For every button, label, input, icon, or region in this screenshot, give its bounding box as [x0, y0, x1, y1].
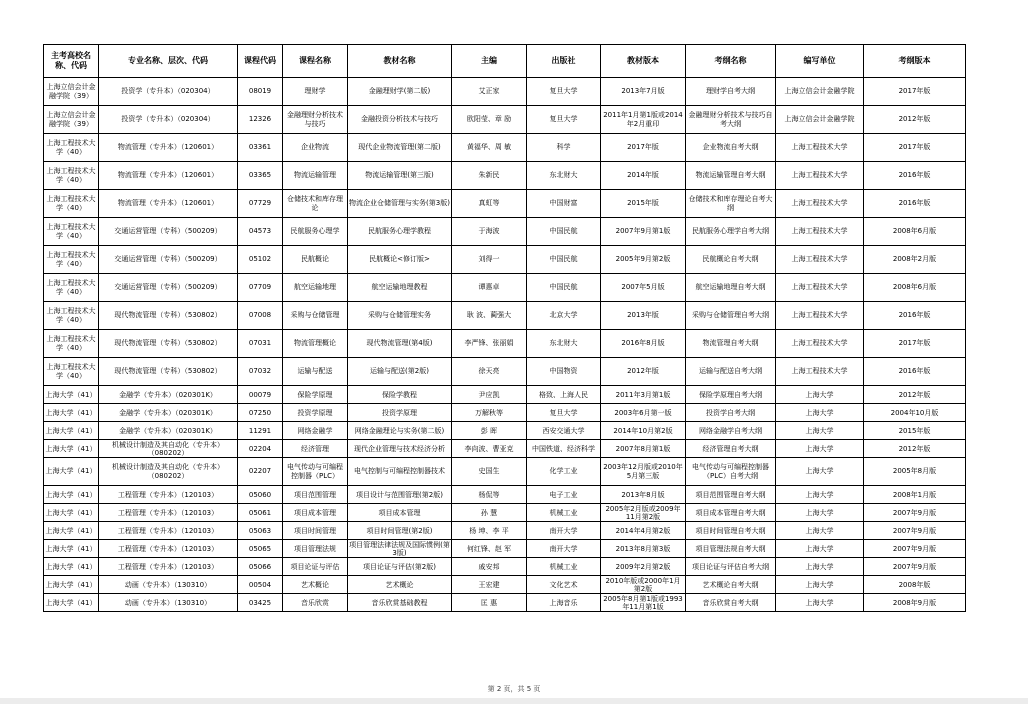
- table-cell: 07709: [238, 274, 283, 302]
- table-cell: 上海工程技术大学（40）: [44, 330, 99, 358]
- table-cell: 机械工业: [527, 504, 601, 522]
- table-cell: 2008年1月版: [864, 486, 966, 504]
- table-cell: 物流运输管理(第三版): [348, 162, 452, 190]
- table-cell: 孙 慧: [452, 504, 527, 522]
- table-cell: 投资学（专升本）（020304）: [99, 78, 238, 106]
- table-cell: 理财学自考大纲: [686, 78, 776, 106]
- table-cell: 上海大学: [776, 540, 864, 558]
- table-row: [44, 440, 966, 458]
- table-cell: 2008年6月版: [864, 274, 966, 302]
- table-cell: 投资学（专升本）（020304）: [99, 106, 238, 134]
- table-cell: 格致、上海人民: [527, 386, 601, 404]
- table-cell: 2017年版: [601, 134, 686, 162]
- table-cell: 03361: [238, 134, 283, 162]
- table-cell: 02207: [238, 458, 283, 486]
- column-header: 课程代码: [238, 45, 283, 78]
- table-header: [44, 45, 966, 78]
- table-cell: 2005年8月第1版或1993年11月第1版: [601, 594, 686, 612]
- table-cell: 2005年8月版: [864, 458, 966, 486]
- table-cell: 04573: [238, 218, 283, 246]
- table-cell: 上海工程技术大学（40）: [44, 218, 99, 246]
- table-cell: 2007年9月第1版: [601, 218, 686, 246]
- table-cell: 2008年6月版: [864, 218, 966, 246]
- table-cell: 上海大学（41）: [44, 522, 99, 540]
- table-cell: 工程管理（专升本）（120103）: [99, 504, 238, 522]
- table-cell: 金融投资分析技术与技巧: [348, 106, 452, 134]
- table-cell: 上海立信会计金融学院: [776, 106, 864, 134]
- table-cell: 西安交通大学: [527, 422, 601, 440]
- table-cell: 耿 波、蔺强大: [452, 302, 527, 330]
- table-cell: 项目成本管理: [348, 504, 452, 522]
- table-cell: 采购与仓储管理自考大纲: [686, 302, 776, 330]
- table-cell: 11291: [238, 422, 283, 440]
- table-cell: 交通运营管理（专科）（500209）: [99, 218, 238, 246]
- table-cell: 上海大学: [776, 486, 864, 504]
- table-cell: 00079: [238, 386, 283, 404]
- table-cell: 上海大学（41）: [44, 458, 99, 486]
- table-cell: 交通运营管理（专科）（500209）: [99, 246, 238, 274]
- table-cell: 民航概论: [283, 246, 348, 274]
- table-cell: 史国生: [452, 458, 527, 486]
- table-cell: 07032: [238, 358, 283, 386]
- table-cell: 化学工业: [527, 458, 601, 486]
- table-cell: 05063: [238, 522, 283, 540]
- table-cell: 网络金融学: [283, 422, 348, 440]
- table-cell: 上海工程技术大学: [776, 246, 864, 274]
- column-header: 出版社: [527, 45, 601, 78]
- table-cell: 上海大学（41）: [44, 486, 99, 504]
- table-cell: 金融学（专升本）（020301K）: [99, 386, 238, 404]
- table-cell: 2007年9月版: [864, 522, 966, 540]
- table-row: [44, 504, 966, 522]
- table-cell: 民航服务心理学教程: [348, 218, 452, 246]
- table-cell: 2007年9月版: [864, 540, 966, 558]
- table-cell: 上海大学（41）: [44, 404, 99, 422]
- table-cell: 欧阳莹、章 励: [452, 106, 527, 134]
- table-cell: 经济管理自考大纲: [686, 440, 776, 458]
- table-cell: 徐天亮: [452, 358, 527, 386]
- table-cell: 08019: [238, 78, 283, 106]
- page-number: 第 2 页，共 5 页: [487, 685, 541, 693]
- table-cell: 南开大学: [527, 540, 601, 558]
- table-cell: 2016年版: [864, 190, 966, 218]
- column-header: 专业名称、层次、代码: [99, 45, 238, 78]
- table-body: [44, 78, 966, 612]
- table-cell: 12326: [238, 106, 283, 134]
- column-header: 课程名称: [283, 45, 348, 78]
- table-cell: 上海工程技术大学: [776, 330, 864, 358]
- table-cell: 项目成本管理: [283, 504, 348, 522]
- table-cell: 运输与配送自考大纲: [686, 358, 776, 386]
- table-cell: 2010年版或2000年1月第2版: [601, 576, 686, 594]
- table-cell: 民航概论<修订版>: [348, 246, 452, 274]
- table-cell: 2017年版: [864, 78, 966, 106]
- table-cell: 00504: [238, 576, 283, 594]
- table-cell: 2005年9月第2版: [601, 246, 686, 274]
- table-cell: 上海立信会计金融学院: [776, 78, 864, 106]
- table-cell: 项目成本管理自考大纲: [686, 504, 776, 522]
- table-cell: 尹应凯: [452, 386, 527, 404]
- table-cell: 上海工程技术大学（40）: [44, 162, 99, 190]
- table-cell: 2017年版: [864, 330, 966, 358]
- table-cell: 航空运输地理教程: [348, 274, 452, 302]
- table-cell: 05065: [238, 540, 283, 558]
- table-cell: 上海大学（41）: [44, 504, 99, 522]
- table-cell: 2016年8月版: [601, 330, 686, 358]
- table-cell: 2011年1月第1版或2014年2月重印: [601, 106, 686, 134]
- table-cell: 2007年5月版: [601, 274, 686, 302]
- table-cell: 2016年版: [864, 162, 966, 190]
- table-cell: 经济管理: [283, 440, 348, 458]
- column-header: 教材名称: [348, 45, 452, 78]
- table-row: [44, 134, 966, 162]
- table-row: [44, 106, 966, 134]
- table-cell: 网络金融理论与实务(第二版): [348, 422, 452, 440]
- table-row: [44, 422, 966, 440]
- table-cell: 2015年版: [601, 190, 686, 218]
- table-cell: 朱新民: [452, 162, 527, 190]
- table-row: [44, 246, 966, 274]
- table-cell: 07729: [238, 190, 283, 218]
- table-row: [44, 558, 966, 576]
- table-cell: 2013年版: [601, 302, 686, 330]
- table-cell: 中国民航: [527, 218, 601, 246]
- table-cell: 中国财富: [527, 190, 601, 218]
- table-cell: 上海工程技术大学: [776, 162, 864, 190]
- table-cell: 航空运输地理自考大纲: [686, 274, 776, 302]
- table-cell: 2007年9月版: [864, 558, 966, 576]
- table-cell: 2007年9月版: [864, 504, 966, 522]
- table-cell: 上海工程技术大学（40）: [44, 246, 99, 274]
- column-header: 考纲版本: [864, 45, 966, 78]
- table-cell: 现代企业物流管理(第二版): [348, 134, 452, 162]
- table-row: [44, 274, 966, 302]
- table-cell: 音乐欣赏: [283, 594, 348, 612]
- table-cell: 投资学原理: [283, 404, 348, 422]
- table-cell: 05061: [238, 504, 283, 522]
- table-cell: 金融理财学(第二版): [348, 78, 452, 106]
- header-row: [44, 45, 966, 78]
- table-cell: 投资学自考大纲: [686, 404, 776, 422]
- table-cell: 2017年版: [864, 134, 966, 162]
- table-cell: 理财学: [283, 78, 348, 106]
- table-cell: 2011年3月第1版: [601, 386, 686, 404]
- table-cell: 复旦大学: [527, 106, 601, 134]
- table-cell: 金融理财分析技术与技巧自考大纲: [686, 106, 776, 134]
- table-cell: 电气传动与可编程控制器（PLC）: [283, 458, 348, 486]
- table-cell: 上海工程技术大学: [776, 134, 864, 162]
- table-cell: 2003年12月版或2010年5月第三版: [601, 458, 686, 486]
- table-cell: 中国铁道、经济科学: [527, 440, 601, 458]
- table-cell: 上海音乐: [527, 594, 601, 612]
- table-cell: 上海大学: [776, 458, 864, 486]
- table-row: [44, 486, 966, 504]
- table-cell: 项目论证与评估: [283, 558, 348, 576]
- table-row: [44, 190, 966, 218]
- table-cell: 2008年2月版: [864, 246, 966, 274]
- table-cell: 03365: [238, 162, 283, 190]
- table-cell: 动画（专升本）（130310）: [99, 576, 238, 594]
- table-cell: 物流运输管理: [283, 162, 348, 190]
- course-table: [43, 44, 966, 612]
- table-cell: 仓储技术和库存理论自考大纲: [686, 190, 776, 218]
- table-cell: 艺术概论自考大纲: [686, 576, 776, 594]
- table-cell: 物流企业仓储管理与实务(第3版): [348, 190, 452, 218]
- table-cell: 2016年版: [864, 302, 966, 330]
- table-cell: 项目论证与评估自考大纲: [686, 558, 776, 576]
- table-cell: 动画（专升本）（130310）: [99, 594, 238, 612]
- table-cell: 上海大学（41）: [44, 540, 99, 558]
- table-row: [44, 540, 966, 558]
- table-cell: 上海大学: [776, 522, 864, 540]
- table-cell: 现代物流管理(第4版): [348, 330, 452, 358]
- table-cell: 上海大学（41）: [44, 386, 99, 404]
- table-cell: 05066: [238, 558, 283, 576]
- table-cell: 2012年版: [864, 440, 966, 458]
- table-cell: 民航服务心理学: [283, 218, 348, 246]
- table-cell: 企业物流自考大纲: [686, 134, 776, 162]
- table-cell: 刘得一: [452, 246, 527, 274]
- table-cell: 航空运输地理: [283, 274, 348, 302]
- table-cell: 物流管理（专升本）（120601）: [99, 162, 238, 190]
- table-cell: 东北财大: [527, 162, 601, 190]
- table-cell: 何红锋、赵 军: [452, 540, 527, 558]
- table-cell: 工程管理（专升本）（120103）: [99, 522, 238, 540]
- table-cell: 网络金融学自考大纲: [686, 422, 776, 440]
- table-cell: 上海工程技术大学: [776, 218, 864, 246]
- table-cell: 金融学（专升本）（020301K）: [99, 404, 238, 422]
- table-cell: 2008年版: [864, 576, 966, 594]
- table-row: [44, 594, 966, 612]
- table-row: [44, 78, 966, 106]
- table-cell: 上海大学（41）: [44, 576, 99, 594]
- table-cell: 上海立信会计金融学院（39）: [44, 78, 99, 106]
- table-cell: 彭 晖: [452, 422, 527, 440]
- table-cell: 项目时间管理自考大纲: [686, 522, 776, 540]
- table-cell: 物流管理（专升本）（120601）: [99, 190, 238, 218]
- table-cell: 采购与仓储管理实务: [348, 302, 452, 330]
- table-cell: 现代物流管理（专科）（530802）: [99, 302, 238, 330]
- table-cell: 电气传动与可编程控制器（PLC）自考大纲: [686, 458, 776, 486]
- table-cell: 李向波、曹亚克: [452, 440, 527, 458]
- table-cell: 匡 惠: [452, 594, 527, 612]
- table-cell: 上海大学: [776, 440, 864, 458]
- table-cell: 上海大学: [776, 558, 864, 576]
- table-cell: 2014年4月第2版: [601, 522, 686, 540]
- table-cell: 杨侃等: [452, 486, 527, 504]
- table-cell: 科学: [527, 134, 601, 162]
- table-cell: 运输与配送: [283, 358, 348, 386]
- table-row: [44, 522, 966, 540]
- table-row: [44, 302, 966, 330]
- table-cell: 项目时间管理(第2版): [348, 522, 452, 540]
- table-cell: 上海工程技术大学（40）: [44, 190, 99, 218]
- table-cell: 2012年版: [601, 358, 686, 386]
- table-cell: 现代物流管理（专科）（530802）: [99, 358, 238, 386]
- table-cell: 项目管理法规: [283, 540, 348, 558]
- table-cell: 音乐欣赏自考大纲: [686, 594, 776, 612]
- table-cell: 上海工程技术大学: [776, 274, 864, 302]
- table-cell: 王宏建: [452, 576, 527, 594]
- table-cell: 李严锋、张丽娟: [452, 330, 527, 358]
- table-cell: 金融学（专升本）（020301K）: [99, 422, 238, 440]
- table-row: [44, 330, 966, 358]
- table-cell: 保险学教程: [348, 386, 452, 404]
- table-cell: 艺术概论: [348, 576, 452, 594]
- table-cell: 05060: [238, 486, 283, 504]
- table-cell: 2009年2月第2版: [601, 558, 686, 576]
- table-cell: 企业物流: [283, 134, 348, 162]
- table-cell: 金融理财分析技术与技巧: [283, 106, 348, 134]
- table-cell: 谭惠卓: [452, 274, 527, 302]
- table-cell: 上海工程技术大学（40）: [44, 302, 99, 330]
- table-cell: 音乐欣赏基础教程: [348, 594, 452, 612]
- table-cell: 戚安邦: [452, 558, 527, 576]
- table-cell: 真虹等: [452, 190, 527, 218]
- table-cell: 项目论证与评估(第2版): [348, 558, 452, 576]
- table-cell: 运输与配送(第2版): [348, 358, 452, 386]
- column-header: 主编: [452, 45, 527, 78]
- table-cell: 上海工程技术大学: [776, 190, 864, 218]
- table-cell: 2013年8月第3版: [601, 540, 686, 558]
- table-cell: 上海大学（41）: [44, 594, 99, 612]
- table-cell: 上海大学（41）: [44, 558, 99, 576]
- table-cell: 05102: [238, 246, 283, 274]
- table-cell: 中国物资: [527, 358, 601, 386]
- table-cell: 文化艺术: [527, 576, 601, 594]
- table-cell: 2013年8月版: [601, 486, 686, 504]
- table-cell: 机械设计制造及其自动化（专升本）（080202）: [99, 458, 238, 486]
- table-cell: 上海大学: [776, 422, 864, 440]
- table-cell: 上海大学（41）: [44, 440, 99, 458]
- table-cell: 项目设计与范围管理(第2版): [348, 486, 452, 504]
- table-cell: 上海大学: [776, 404, 864, 422]
- table-cell: 上海工程技术大学（40）: [44, 358, 99, 386]
- table-cell: 复旦大学: [527, 404, 601, 422]
- table-cell: 杨 坤、李 平: [452, 522, 527, 540]
- table-row: [44, 386, 966, 404]
- table-cell: 上海立信会计金融学院（39）: [44, 106, 99, 134]
- table-cell: 现代物流管理（专科）（530802）: [99, 330, 238, 358]
- table-cell: 2012年版: [864, 386, 966, 404]
- table-cell: 民航服务心理学自考大纲: [686, 218, 776, 246]
- table-cell: 黄福华、周 敏: [452, 134, 527, 162]
- table-cell: 2014年版: [601, 162, 686, 190]
- table-cell: 投资学原理: [348, 404, 452, 422]
- table-cell: 上海大学: [776, 504, 864, 522]
- table-cell: 东北财大: [527, 330, 601, 358]
- table-cell: 物流管理自考大纲: [686, 330, 776, 358]
- table-cell: 上海大学: [776, 386, 864, 404]
- table-cell: 万解秋等: [452, 404, 527, 422]
- table-cell: 2015年版: [864, 422, 966, 440]
- table-cell: 艾正家: [452, 78, 527, 106]
- table-cell: 艺术概论: [283, 576, 348, 594]
- table-row: [44, 404, 966, 422]
- table-row: [44, 358, 966, 386]
- table-cell: 机械工业: [527, 558, 601, 576]
- table-row: [44, 576, 966, 594]
- table-row: [44, 162, 966, 190]
- table-cell: 03425: [238, 594, 283, 612]
- table-cell: 中国民航: [527, 274, 601, 302]
- table-cell: 复旦大学: [527, 78, 601, 106]
- table-cell: 上海大学: [776, 594, 864, 612]
- table-row: [44, 218, 966, 246]
- table-cell: 物流运输管理自考大纲: [686, 162, 776, 190]
- table-cell: 项目范围管理: [283, 486, 348, 504]
- table-cell: 2014年10月第2版: [601, 422, 686, 440]
- table-cell: 2016年版: [864, 358, 966, 386]
- table-cell: 民航概论自考大纲: [686, 246, 776, 274]
- table-cell: 仓储技术和库存理论: [283, 190, 348, 218]
- table-cell: 上海工程技术大学: [776, 358, 864, 386]
- table-cell: 工程管理（专升本）（120103）: [99, 486, 238, 504]
- table-cell: 现代企业管理与技术经济分析: [348, 440, 452, 458]
- column-header: 主考高校名称、代码: [44, 45, 99, 78]
- table-cell: 2012年版: [864, 106, 966, 134]
- table-cell: 工程管理（专升本）（120103）: [99, 558, 238, 576]
- table-cell: 2007年8月第1版: [601, 440, 686, 458]
- column-header: 考纲名称: [686, 45, 776, 78]
- table-cell: 上海大学（41）: [44, 422, 99, 440]
- table-row: [44, 458, 966, 486]
- table-cell: 保险学原理: [283, 386, 348, 404]
- table-cell: 于海波: [452, 218, 527, 246]
- table-cell: 上海工程技术大学: [776, 302, 864, 330]
- table-cell: 2003年6月第一版: [601, 404, 686, 422]
- table-cell: 项目管理法规自考大纲: [686, 540, 776, 558]
- table-cell: 02204: [238, 440, 283, 458]
- table-cell: 2004年10月版: [864, 404, 966, 422]
- table-cell: 项目时间管理: [283, 522, 348, 540]
- table-cell: 电气控制与可编程控制器技术: [348, 458, 452, 486]
- table-cell: 物流管理概论: [283, 330, 348, 358]
- table-cell: 07250: [238, 404, 283, 422]
- table-cell: 机械设计制造及其自动化（专升本）（080202）: [99, 440, 238, 458]
- table-cell: 交通运营管理（专科）（500209）: [99, 274, 238, 302]
- table-cell: 2005年2月版或2009年11月第2版: [601, 504, 686, 522]
- table-cell: 电子工业: [527, 486, 601, 504]
- table-cell: 北京大学: [527, 302, 601, 330]
- table-cell: 采购与仓储管理: [283, 302, 348, 330]
- table-cell: 项目管理法律法规及国际惯例(第3版): [349, 540, 450, 557]
- table-cell: 保险学原理自考大纲: [686, 386, 776, 404]
- table-cell: 南开大学: [527, 522, 601, 540]
- table-cell: 中国民航: [527, 246, 601, 274]
- table-cell: 工程管理（专升本）（120103）: [99, 540, 238, 558]
- column-header: 教材版本: [601, 45, 686, 78]
- table-cell: 2013年7月版: [601, 78, 686, 106]
- table-cell: 2008年9月版: [864, 594, 966, 612]
- column-header: 编写单位: [776, 45, 864, 78]
- table-cell: 07008: [238, 302, 283, 330]
- table-cell: 物流管理（专升本）（120601）: [99, 134, 238, 162]
- table-cell: 上海工程技术大学（40）: [44, 134, 99, 162]
- table-cell: 项目范围管理自考大纲: [686, 486, 776, 504]
- table-cell: 上海大学: [776, 576, 864, 594]
- table-cell: 上海工程技术大学（40）: [44, 274, 99, 302]
- viewer-bottom-edge: [0, 698, 1028, 704]
- table-cell: 07031: [238, 330, 283, 358]
